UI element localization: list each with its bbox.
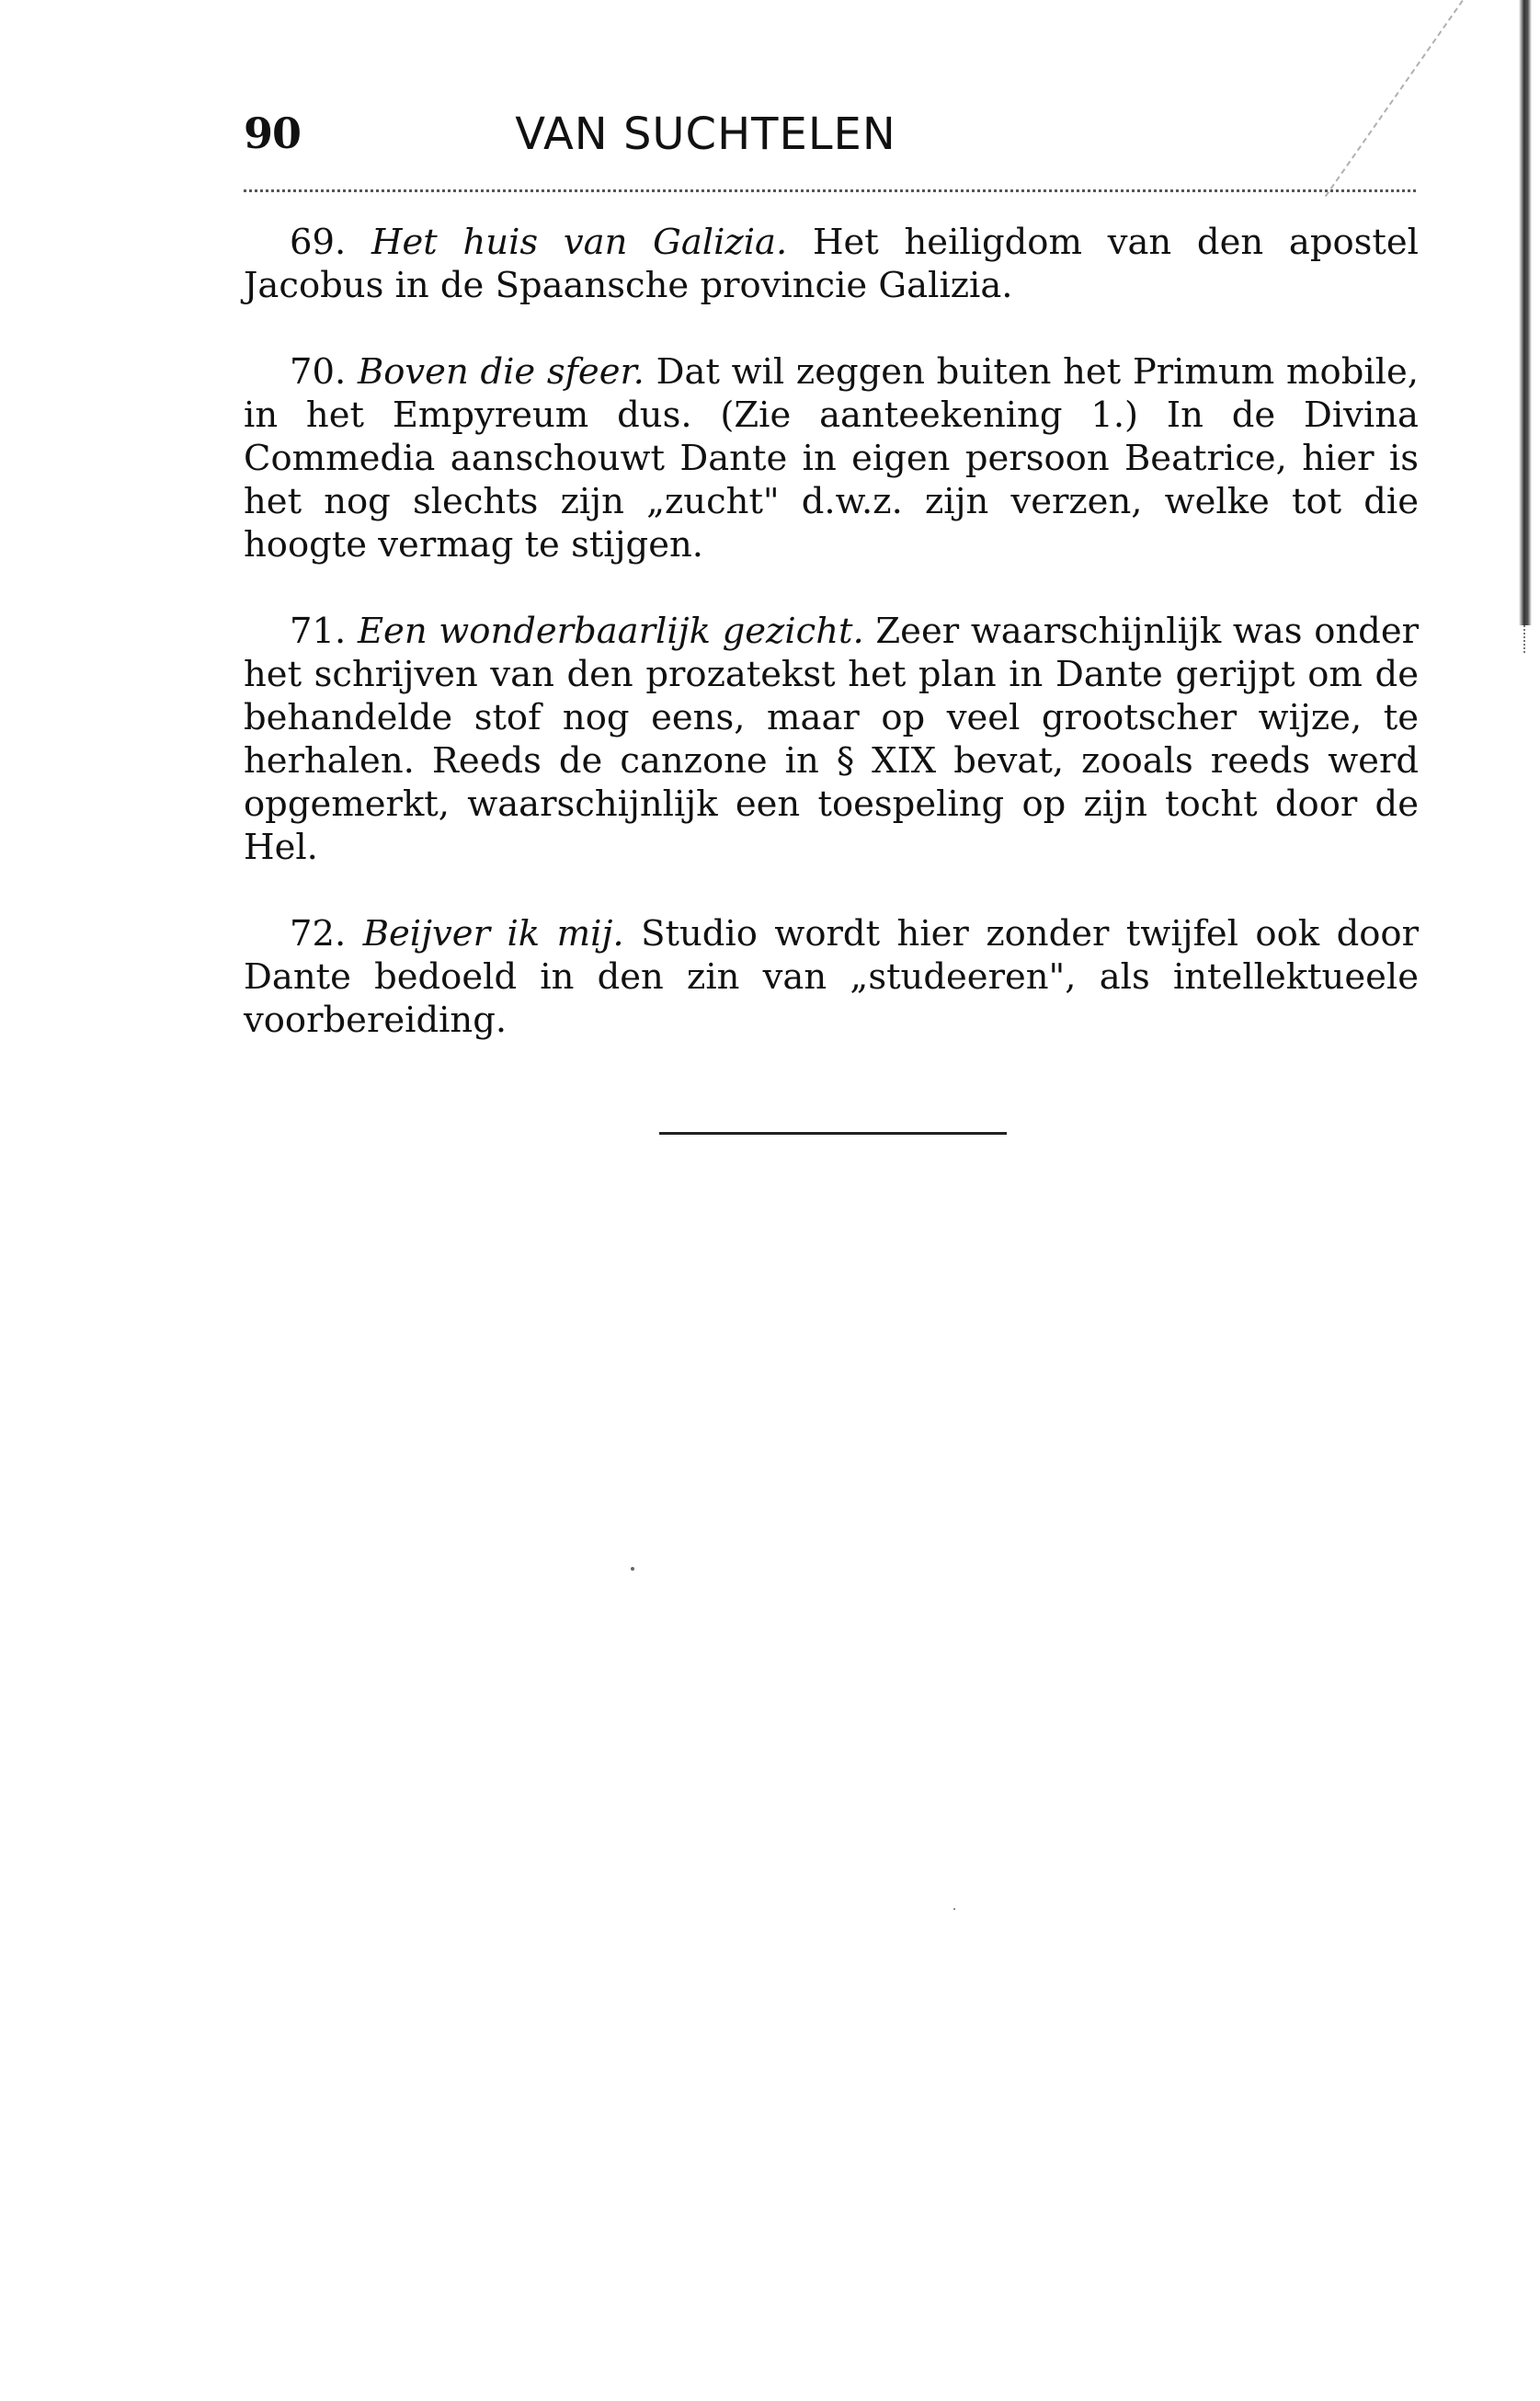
note-text: Het heiligdom van den apostel Jacobus in de Spaansche provincie Galizia. [244, 222, 1419, 306]
note-72 [244, 912, 1419, 1042]
end-rule [659, 1132, 1007, 1135]
note-text: Dat wil zeggen buiten het Primum mobile, in het Empyreum dus. (Zie aanteekening 1.) In de Divina Commedia aanschouwt Dante in eigen persoon Beatrice, hier is het nog slechts zijn „zucht" d.w.z. zijn verzen, welke tot die hoogte vermag te stijgen. [244, 351, 1419, 566]
note-title: Beijver ik mij. [362, 913, 624, 955]
print-speck [631, 1567, 634, 1571]
print-speck [953, 1908, 955, 1910]
notes-section [244, 221, 1419, 1085]
note-number: 70. [290, 351, 347, 393]
note-title: Een wonderbaarlijk gezicht. [357, 611, 864, 652]
note-title: Boven die sfeer. [357, 351, 645, 393]
note-70 [244, 350, 1419, 566]
note-number: 71. [290, 611, 347, 652]
page-header [244, 109, 1416, 173]
page-number: 90 [244, 109, 302, 158]
scan-edge-shadow-lower [1523, 625, 1528, 653]
note-number: 69. [290, 222, 347, 263]
note-title: Het huis van Galizia. [371, 222, 788, 263]
note-69 [244, 221, 1419, 307]
note-71 [244, 610, 1419, 869]
note-text: Studio wordt hier zonder twijfel ook door Dante bedoeld in den zin van „studeeren", als intellektueele voorbereiding. [244, 913, 1419, 1041]
header-rule [244, 189, 1416, 192]
note-number: 72. [290, 913, 347, 955]
running-title: VAN SUCHTELEN [515, 109, 896, 160]
scan-edge-shadow [1519, 0, 1532, 625]
note-text: Zeer waarschijnlijk was onder het schrijven van den prozatekst het plan in Dante gerijpt om de behandelde stof nog eens, maar op veel grootscher wijze, te herhalen. Reeds de canzone in § XIX bevat, zooals reeds werd opgemerkt, waarschijnlijk een toespeling op zijn tocht door de Hel. [244, 611, 1420, 868]
